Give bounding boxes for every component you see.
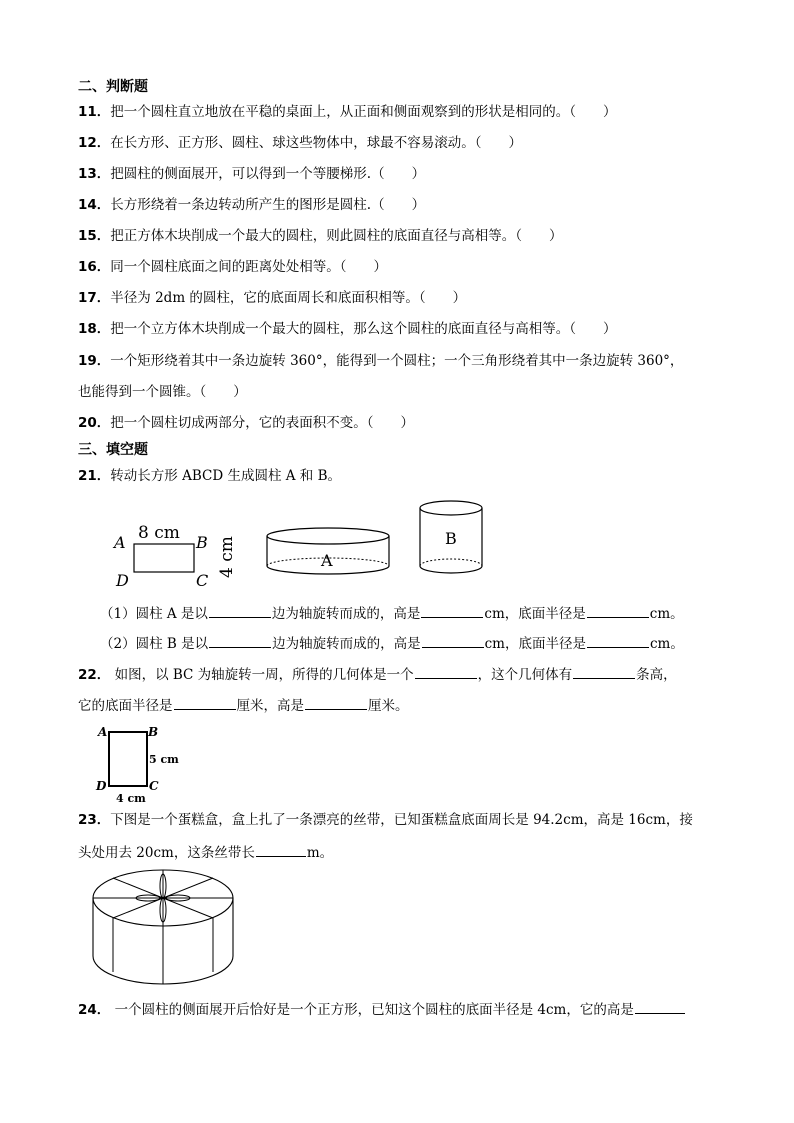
question-19-line2: 也能得到一个圆锥。（ ）: [78, 384, 247, 400]
text: 厘米。: [368, 698, 409, 714]
text: 如图，以 BC 为轴旋转一周，所得的几何体是一个: [110, 667, 414, 683]
question-22-line2: [78, 696, 409, 715]
question-number: 18．: [78, 321, 111, 337]
question-text: 把一个圆柱直立地放在平稳的桌面上，从正面和侧面观察到的形状是相同的。（ ）: [110, 104, 617, 120]
question-15: [78, 227, 563, 245]
text: （1）圆柱 A 是以: [100, 606, 208, 622]
cylinder-b-label: B: [445, 529, 457, 548]
answer-blank[interactable]: [573, 665, 635, 679]
question-text: 同一个圆柱底面之间的距离处处相等。（ ）: [110, 259, 388, 275]
text: m。: [306, 845, 334, 861]
question-text: 把正方体木块削成一个最大的圆柱，则此圆柱的底面直径与高相等。（ ）: [110, 228, 563, 244]
answer-blank[interactable]: [209, 604, 271, 618]
section-fill-title: 三、填空题: [78, 442, 148, 458]
question-19: [78, 352, 683, 370]
question-number: 16．: [78, 259, 111, 275]
text: 边为轴旋转而成的，高是: [272, 636, 421, 652]
question-13: [78, 165, 425, 183]
cake-box-figure: [90, 868, 240, 986]
question-text: 把一个圆柱切成两部分，它的表面积不变。（ ）: [110, 415, 415, 431]
question-text: 下图是一个蛋糕盒，盒上扎了一条漂亮的丝带，已知蛋糕盒底面周长是 94.2cm，高是 16cm，接: [110, 812, 693, 828]
question-number: 21．: [78, 468, 111, 484]
label-b: B: [196, 533, 208, 552]
question-number: 22．: [78, 667, 111, 683]
text: 条高，: [636, 667, 677, 683]
answer-blank[interactable]: [587, 604, 649, 618]
question-17: [78, 289, 466, 307]
text: （2）圆柱 B 是以: [100, 636, 209, 652]
question-number: 14．: [78, 197, 111, 213]
label-c: C: [196, 571, 209, 590]
question-21-sub2: [100, 634, 684, 653]
question-text: 一个圆柱的侧面展开后恰好是一个正方形，已知这个圆柱的底面半径是 4cm，它的高是: [110, 1002, 634, 1018]
question-number: 15．: [78, 228, 111, 244]
cylinder-a-label: A: [321, 551, 333, 570]
question-23-line2: [78, 843, 333, 862]
label-a: A: [114, 533, 126, 552]
question-number: 20．: [78, 415, 111, 431]
question-text: 在长方形、正方形、圆柱、球这些物体中，球最不容易滚动。（ ）: [110, 135, 523, 151]
answer-blank[interactable]: [415, 665, 477, 679]
question-number: 19．: [78, 353, 111, 369]
text: cm，底面半径是: [484, 636, 586, 652]
question-number: 13．: [78, 166, 111, 182]
question-text: 长方形绕着一条边转动所产生的图形是圆柱.（ ）: [110, 197, 426, 213]
question-number: 17．: [78, 290, 111, 306]
cylinder-b: [420, 501, 482, 573]
question-number: 11．: [78, 104, 111, 120]
question-22: [78, 665, 677, 684]
label-c: C: [149, 779, 159, 793]
question-number: 23．: [78, 812, 111, 828]
question-21-sub1: [100, 604, 684, 623]
section-judge-title: 二、判断题: [78, 79, 148, 95]
text: 头处用去 20cm，这条丝带长: [78, 845, 255, 861]
rectangle-abcd: [109, 732, 147, 786]
text: 厘米，高是: [236, 698, 304, 714]
text: cm，底面半径是: [484, 606, 586, 622]
label-d: D: [96, 779, 107, 793]
label-wid: 4 cm: [217, 536, 237, 578]
label-b: B: [148, 725, 159, 739]
answer-blank[interactable]: [174, 696, 236, 710]
question-24: [78, 1000, 686, 1019]
text: cm。: [649, 606, 684, 622]
question-18: [78, 320, 617, 338]
question-text: 转动长方形 ABCD 生成圆柱 A 和 B。: [110, 468, 341, 484]
question-23: [78, 811, 693, 829]
question-text: 把一个立方体木块削成一个最大的圆柱，那么这个圆柱的底面直径与高相等。（ ）: [110, 321, 617, 337]
label-len: 8 cm: [138, 523, 180, 543]
label-h: 5 cm: [149, 753, 179, 766]
question-16: [78, 258, 387, 276]
question-21: [78, 467, 341, 485]
question-text: 一个矩形绕着其中一条边旋转 360°，能得到一个圆柱；一个三角形绕着其中一条边旋转 360°，: [110, 353, 684, 369]
answer-blank[interactable]: [587, 634, 649, 648]
text: 边为轴旋转而成的，高是: [271, 606, 421, 622]
q22-figure: [92, 722, 192, 804]
question-text: 半径为 2dm 的圆柱，它的底面周长和底面积相等。（ ）: [110, 290, 467, 306]
cylinder-a: [267, 528, 389, 574]
question-14: [78, 196, 425, 214]
question-text: 把圆柱的侧面展开，可以得到一个等腰梯形.（ ）: [110, 166, 426, 182]
question-number: 12．: [78, 135, 111, 151]
label-w: 4 cm: [116, 792, 146, 804]
question-number: 24．: [78, 1002, 111, 1018]
answer-blank[interactable]: [422, 634, 484, 648]
text: cm。: [649, 636, 684, 652]
text: ，这个几何体有: [477, 667, 573, 683]
answer-blank[interactable]: [635, 1000, 685, 1014]
question-20: [78, 414, 414, 432]
answer-blank[interactable]: [209, 634, 271, 648]
text: 它的底面半径是: [78, 698, 173, 714]
question-11: [78, 103, 617, 121]
answer-blank[interactable]: [421, 604, 483, 618]
answer-blank[interactable]: [305, 696, 367, 710]
label-d: D: [116, 571, 129, 590]
answer-blank[interactable]: [256, 843, 306, 857]
rectangle-abcd: [134, 544, 194, 572]
label-a: A: [98, 725, 108, 739]
q21-figure: [110, 498, 500, 594]
question-12: [78, 134, 522, 152]
